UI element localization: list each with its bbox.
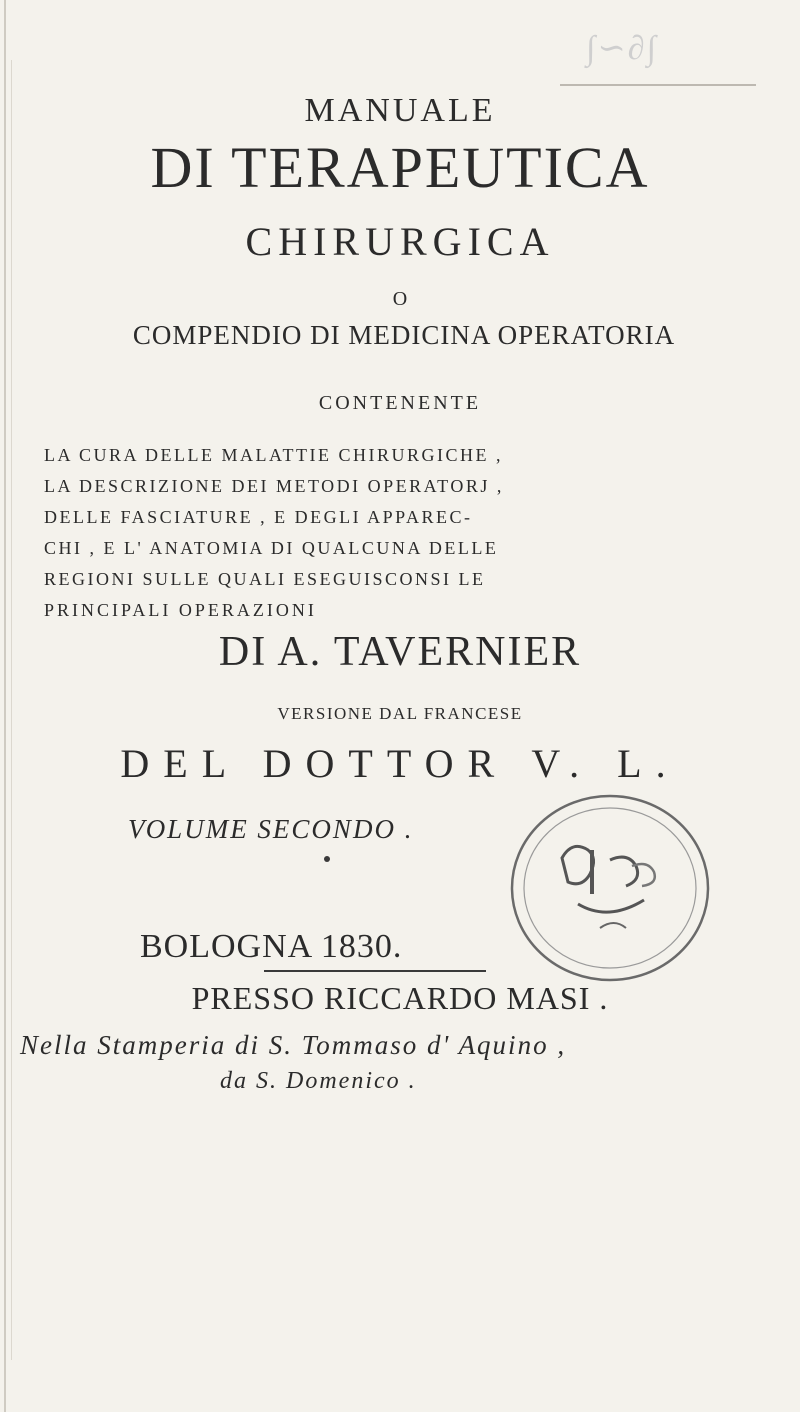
title-o: O	[392, 288, 408, 310]
imprint-press-line-2: da S. Domenico .	[220, 1068, 417, 1094]
description-line: LA CURA DELLE MALATTIE CHIRURGICHE ,	[44, 445, 503, 465]
description-line: CHI , E L' ANATOMIA DI QUALCUNA DELLE	[44, 538, 499, 558]
description-line: LA DESCRIZIONE DEI METODI OPERATORJ ,	[44, 476, 504, 496]
translation-line: VERSIONE DAL FRANCESE	[277, 704, 523, 723]
author-line: DI A. TAVERNIER	[218, 629, 582, 675]
title-di-terapeutica: DI TERAPEUTICA	[150, 135, 650, 200]
faded-shelfmark: ∫∽∂∫	[586, 30, 658, 67]
library-stamp-icon	[500, 788, 720, 988]
imprint-rule	[264, 970, 486, 972]
subtitle-compendio: COMPENDIO DI MEDICINA OPERATORIA	[132, 320, 676, 350]
ink-dot	[324, 856, 330, 862]
volume-line: VOLUME SECONDO .	[128, 814, 414, 844]
description-line: DELLE FASCIATURE , E DEGLI APPAREC-	[44, 507, 473, 527]
title-chirurgica: CHIRURGICA	[245, 219, 555, 264]
description-line: PRINCIPALI OPERAZIONI	[44, 600, 317, 620]
translator-line: DEL DOTTOR V. L.	[120, 741, 680, 786]
imprint-press-line-1: Nella Stamperia di S. Tommaso d' Aquino ,	[20, 1030, 567, 1060]
imprint-publisher: PRESSO RICCARDO MASI .	[191, 980, 609, 1016]
top-rule	[560, 84, 756, 86]
title-manuale: MANUALE	[304, 92, 496, 129]
description-line: REGIONI SULLE QUALI ESEGUISCONSI LE	[44, 569, 486, 589]
contents-description	[44, 440, 774, 626]
subtitle-contenente: CONTENENTE	[318, 392, 482, 414]
imprint-place-year: BOLOGNA 1830.	[140, 928, 403, 965]
